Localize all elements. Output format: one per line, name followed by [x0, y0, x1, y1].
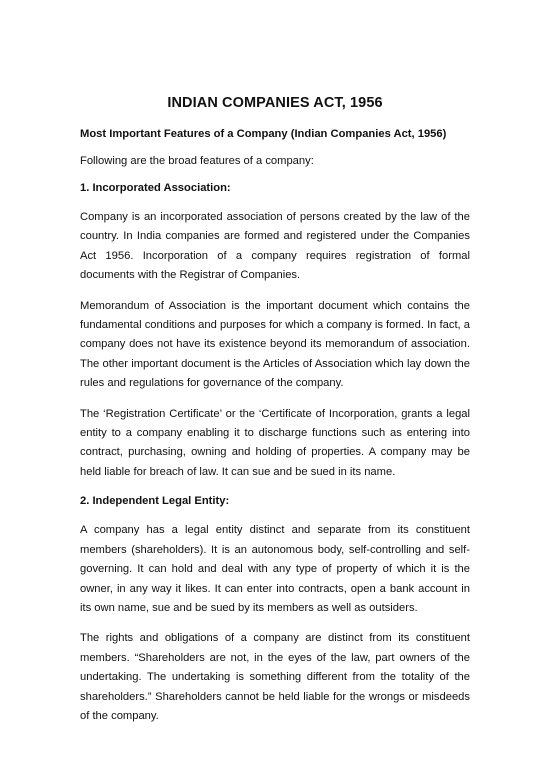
document-subtitle: Most Important Features of a Company (Indian Companies Act, 1956): [80, 128, 447, 140]
paragraph: A company has a legal entity distinct and separate from its constituent members (shareholders). It is an autonomous body, self-controlling and self-governing. It can hold and deal with any type of property of which it is the owner, in any way it likes. It can enter into contracts, open a bank account in its own name, sue and be sued by its members as well as outsiders.: [80, 524, 470, 614]
paragraph: The ‘Registration Certificate’ or the ‘Certificate of Incorporation, grants a legal entity to a company enabling it to discharge functions such as entering into contract, purchasing, owning and holding of properties. A company may be held liable for breach of law. It can sue and be sued in its name.: [80, 407, 470, 478]
paragraph: Memorandum of Association is the important document which contains the fundamental conditions and purposes for which a company is formed. In fact, a company does not have its existence beyond its memorandum of association. The other important document is the Articles of Association which lay down the rules and regulations for governance of the company.: [80, 299, 470, 390]
section-incorporated-association: [80, 180, 470, 482]
paragraph: The rights and obligations of a company are distinct from its constituent members. “Shareholders are not, in the eyes of the law, part owners of the undertaking. The undertaking is something different from the totality of the shareholders.” Shareholders cannot be held liable for the wrongs or misdeeds of the company.: [80, 632, 470, 722]
section-independent-legal-entity: [80, 493, 470, 726]
paragraph: Company is an incorporated association of persons created by the law of the country. In India companies are formed and registered under the Companies Act 1956. Incorporation of a company requires registration of formal documents with the Registrar of Companies.: [80, 211, 470, 282]
intro-text: Following are the broad features of a company:: [80, 155, 314, 167]
section-heading: 1. Incorporated Association:: [80, 182, 231, 194]
document-title: INDIAN COMPANIES ACT, 1956: [167, 95, 383, 111]
section-heading: 2. Independent Legal Entity:: [80, 495, 230, 508]
